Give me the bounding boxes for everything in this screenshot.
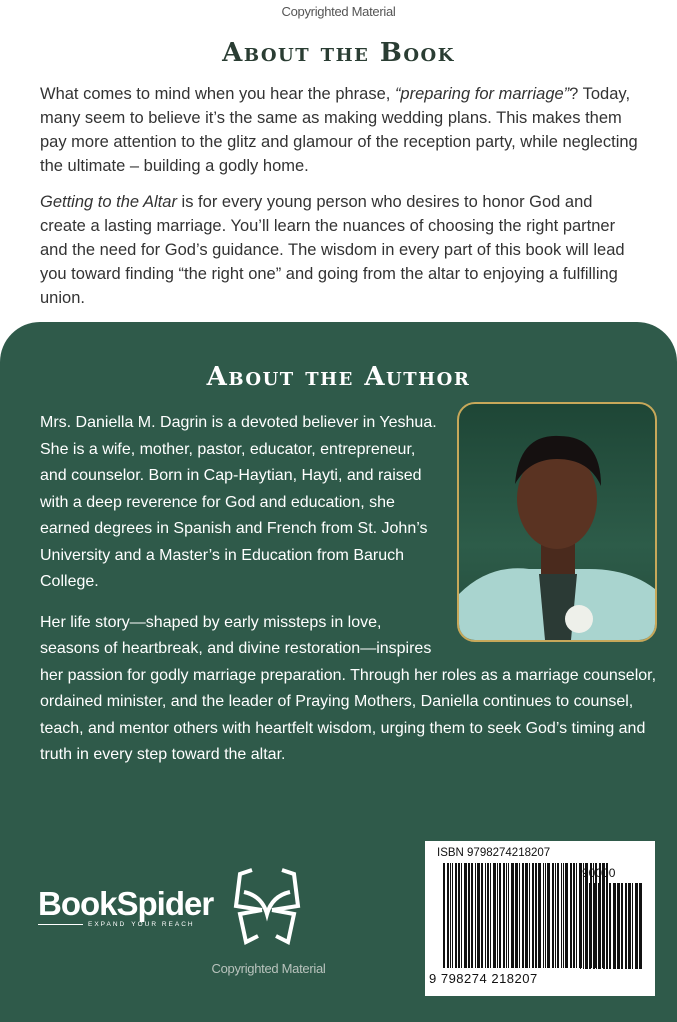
text: is for every young person who desires to honor God and create a lasting marriage. You’ll learn the nuances of choosing the right partner and the need for God’s guidance. The wisdom in every part of this book will lead you toward finding “the right one” and going from the altar to enjoying a fulfilling union. [40,193,625,307]
author-photo [457,402,657,642]
barcode-bar [606,883,608,969]
barcode-bar [485,863,486,968]
barcode-bar [477,863,480,968]
barcode-bar [547,863,550,968]
barcode-bar [570,863,572,968]
barcode-bar [573,863,575,968]
barcode-bar [625,883,627,969]
barcode-bar [580,883,581,969]
barcode-bar [561,863,562,968]
emphasis: “preparing for marriage” [394,85,570,103]
barcode-bar [443,863,445,968]
barcode-bar [461,863,462,968]
author-bio [40,410,657,769]
barcode-bar [481,863,483,968]
barcode-addon [580,883,643,969]
barcode-bar [603,883,605,969]
barcode-bar [452,863,453,968]
barcode-bar [596,883,597,969]
barcode-bar [555,863,556,968]
barcode-bar [447,863,449,968]
barcode-bar [565,863,568,968]
author-bio-paragraph-2: Her life story—shaped by early missteps in love, seasons of heartbreak, and divine restoration—inspires her passion for godly marriage preparation. Through her roles as a marriage counselor, ordained minister, and the leader of Praying Mothers, Daniella continues to counsel, teach, and mentor others with heartfelt wisdom, urging them to seek God’s timing and truth in every step toward the altar. [40,613,657,763]
barcode-bar [532,863,534,968]
barcode-bar [598,883,601,969]
barcode-bar [525,863,528,968]
copyright-watermark-top: Copyrighted Material [281,4,396,19]
tagline-left: EXPAND [88,921,127,928]
barcode-bar [543,863,544,968]
barcode-bar [508,863,509,968]
author-bio-paragraph-1: Mrs. Daniella M. Dagrin is a devoted believer in Yeshua. She is a wife, mother, pastor, educator, entrepreneur, and counselor. Born in Cap-Haytian, Hayti, and raised with a deep reverence for God and education, she earned degrees in Spanish and French from St. John’s University and a Master’s in Education from Baruch College. [40,414,437,590]
book-title: Getting to the Altar [40,193,177,211]
barcode-bar [585,883,588,969]
isbn-barcode [425,841,655,996]
barcode-bar [464,863,467,968]
barcode-bar [511,863,514,968]
barcode-bar [635,883,638,969]
spider-book-icon [232,866,302,946]
about-book-paragraph-1 [40,82,640,178]
barcode-bar [503,863,505,968]
publisher-logo [38,885,213,928]
barcode-bar [515,863,518,968]
barcode-digits: 9 798274 218207 [429,971,538,986]
barcode-bar [519,863,520,968]
about-book-paragraph-2 [40,190,640,310]
barcode-bar [468,863,470,968]
barcode-bar [557,863,559,968]
barcode-bar [639,883,642,969]
barcode-bar [609,883,611,969]
barcode-bar [535,863,537,968]
barcode-bar [538,863,541,968]
tagline-right: YOUR REACH [131,921,195,928]
copyright-watermark-bottom: Copyrighted Material [211,961,326,976]
barcode-bar [522,863,524,968]
barcode-bar [497,863,498,968]
barcode-bar [576,863,577,968]
barcode-bar [455,863,457,968]
barcode-bar [589,883,591,969]
barcode-bar [621,883,623,969]
barcode-bar [583,883,584,969]
barcode-bar [628,883,631,969]
barcode-bar [450,863,451,968]
barcode-bar [613,883,616,969]
barcode-bar [458,863,460,968]
about-author-heading: About the Author [206,362,471,392]
text: ? Today, many seem to believe it’s the same as making wedding plans. This makes them pay more attention to the glitz and glamour of the reception party, while neglecting the ultimate – building a godly home. [40,85,638,175]
barcode-bar [487,863,489,968]
isbn-label: ISBN 9798274218207 [437,847,551,859]
barcode-bar [593,883,595,969]
barcode-bar [529,863,530,968]
barcode-bar [490,863,491,968]
barcode-addon-label: 90000 [582,866,616,880]
barcode-bar [493,863,496,968]
barcode-bar [499,863,501,968]
barcode-bar [617,883,620,969]
about-book-text [40,82,640,310]
barcode-bar [552,863,554,968]
barcode-bar [471,863,473,968]
barcode-bar [506,863,507,968]
barcode-bar [563,863,564,968]
publisher-name: BookSpider [38,885,214,922]
barcode-bar [475,863,476,968]
barcode-bar [632,883,633,969]
barcode-bar [545,863,546,968]
about-book-heading: About the Book [222,38,455,68]
text: What comes to mind when you hear the phrase, [40,85,395,103]
